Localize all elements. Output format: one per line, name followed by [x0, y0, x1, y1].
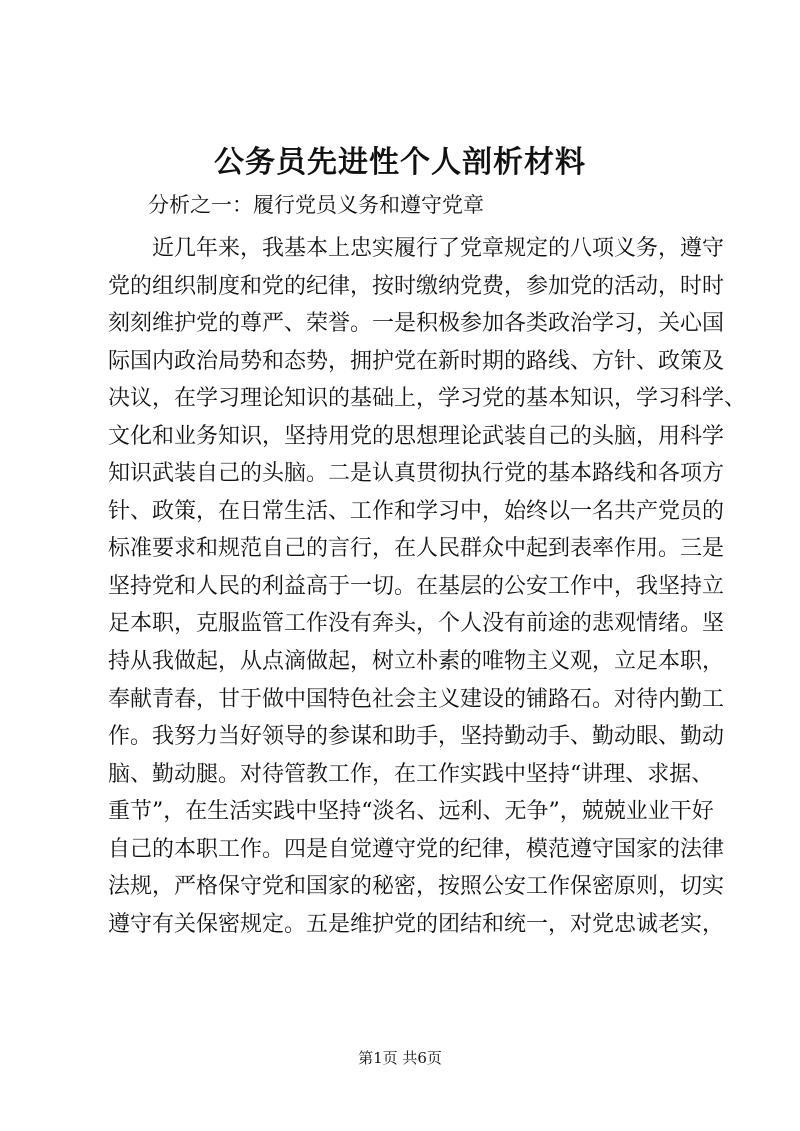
text-line: 标准要求和规范自己的言行，在人民群众中起到表率作用。三是: [108, 536, 725, 562]
text-line: 遵守有关保密规定。五是维护党的团结和统一，对党忠诚老实，: [108, 911, 725, 937]
page-number: 第1页 共6页: [358, 1049, 442, 1067]
text-line: 际国内政治局势和态势，拥护党在新时期的路线、方针、政策及: [108, 348, 725, 374]
text-line: 作。我努力当好领导的参谋和助手，坚持勤动手、勤动眼、勤动: [108, 724, 725, 750]
text-line: 针、政策，在日常生活、工作和学习中，始终以一名共产党员的: [108, 498, 725, 524]
text-line: 脑、勤动腿。对待管教工作，在工作实践中坚持“讲理、求据、: [108, 761, 714, 787]
section-heading: 分析之一：履行党员义务和遵守党章: [148, 193, 484, 217]
text-line: 决议，在学习理论知识的基础上，学习党的基本知识，学习科学、: [108, 386, 747, 412]
text-line: 文化和业务知识，坚持用党的思想理论武装自己的头脑，用科学: [108, 423, 725, 449]
text-line: 法规，严格保守党和国家的秘密，按照公安工作保密原则，切实: [108, 874, 725, 900]
text-line: 党的组织制度和党的纪律，按时缴纳党费，参加党的活动，时时: [108, 273, 725, 299]
text-line: 重节”，在生活实践中坚持“淡名、远利、无争”，兢兢业业干好: [108, 799, 714, 825]
text-line: 足本职，克服监管工作没有奔头，个人没有前途的悲观情绪。坚: [108, 611, 725, 637]
text-line: 自己的本职工作。四是自觉遵守党的纪律，模范遵守国家的法律: [108, 836, 725, 862]
text-line: 奉献青春，甘于做中国特色社会主义建设的铺路石。对待内勤工: [108, 686, 725, 712]
text-line: 刻刻维护党的尊严、荣誉。一是积极参加各类政治学习，关心国: [108, 311, 725, 337]
text-line: 近几年来，我基本上忠实履行了党章规定的八项义务，遵守: [152, 236, 725, 261]
body-text: [108, 230, 747, 943]
text-line: 坚持党和人民的利益高于一切。在基层的公安工作中，我坚持立: [108, 573, 725, 599]
text-line: 知识武装自己的头脑。二是认真贯彻执行党的基本路线和各项方: [108, 461, 725, 487]
text-line: 持从我做起，从点滴做起，树立朴素的唯物主义观，立足本职，: [108, 649, 725, 675]
document-title: 公务员先进性个人剖析材料: [214, 145, 586, 180]
